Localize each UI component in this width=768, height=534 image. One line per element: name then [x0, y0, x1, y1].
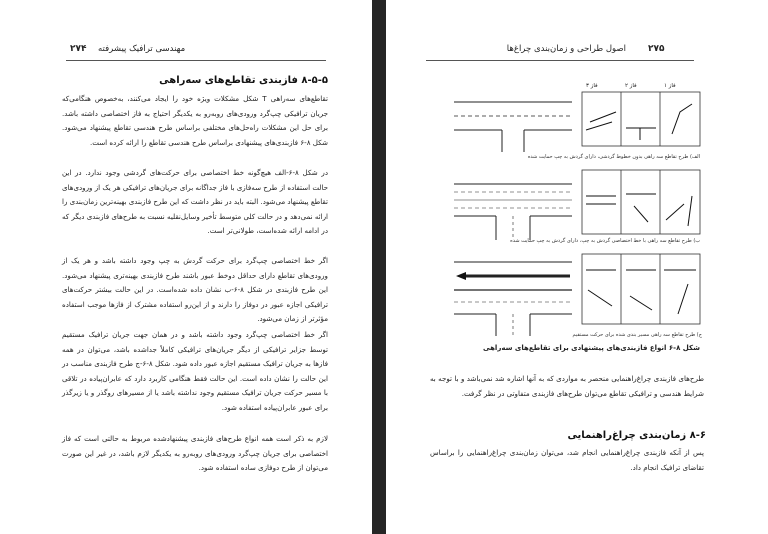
- section-title: ۸-۵-۵ فازبندی تقاطع‌های سه‌راهی: [159, 75, 328, 86]
- paragraph: اگر خط اختصاصی چپ‌گرد برای حرکت گردش به چپ وجود داشته باشد و هر یک از ورودی‌های تقاطع دارای حداقل دوخط عبور باشند طرح فازبندی بهینه‌تری پیشنهاد می‌شود. این طرح فازبندی در شکل ۸-۶-ب نشان داده شده‌است. در این حالت بیشتر حرکت‌های ترافیکی اجازه عبور در دوفاز را دارند و از این‌رو استفاده مشترک از فازها موجب استفاده مؤثرتر از زمان می‌شود.: [62, 256, 328, 324]
- right-page: [386, 0, 768, 534]
- paragraph: طرح‌های فازبندی چراغ‌راهنمایی منحصر به مواردی که به آنها اشاره شد نمی‌باشد و با توجه به شرایط هندسی و ترافیکی تقاطع می‌توان طرح‌های فازبندی متفاوتی در نظر گرفت.: [430, 374, 704, 398]
- header-rule: [426, 60, 694, 61]
- movement-arrow: [630, 296, 652, 310]
- book-gutter: [372, 0, 386, 534]
- phase-grid: [582, 254, 700, 324]
- section-title: ۸-۶ زمان‌بندی چراغ‌راهنمایی: [567, 430, 706, 441]
- movement-arrow: [588, 290, 612, 306]
- movement-arrow: [586, 122, 612, 130]
- running-head: مهندسی ترافیک پیشرفته: [98, 44, 186, 54]
- movement-arrow: [672, 104, 692, 134]
- page-number: ۲۷۴: [70, 44, 87, 54]
- paragraph: تقاطع‌های سه‌راهی T شکل مشکلات ویژه خود را ایجاد می‌کنند، به‌خصوص هنگامی‌که جریان ترافیکی چپ‌گرد ورودی‌های روبه‌رو به یکدیگر احتیاج به فاز اختصاصی داشته باشد. برای حل این مشکلات راه‌حل‌های مختلفی براساس طرح هندسی تقاطع پیشنهاد می‌شود. شکل ۸-۶ فازبندی‌های پیشنهادی براساس طرح هندسی تقاطع را ارائه کرده است.: [62, 94, 328, 147]
- movement-arrow: [590, 112, 616, 122]
- panel-caption: ج) طرح تقاطع سه راهی مسیر بندی شده برای حرکت مستقیم: [572, 332, 702, 338]
- paragraph: لازم به ذکر است همه انواع طرح‌های فازبندی پیشنهادشده مربوط به حالتی است که فاز اختصاصی برای جریان چپ‌گرد ورودی‌های روبه‌رو به یکدیگر لازم باشد، در غیر این صورت می‌توان از طرح دوفازی ساده استفاده شود.: [62, 434, 328, 473]
- phase-grid: [582, 92, 700, 146]
- movement-arrow: [688, 196, 692, 226]
- phase-label: فاز ۱: [664, 83, 676, 89]
- phase-label: فاز ۲: [625, 83, 637, 89]
- panel-caption: ب) طرح تقاطع سه راهی با خط اختصاصی گردش به چپ، دارای گردش به چپ حمایت شده: [510, 238, 700, 244]
- panel-caption: الف) طرح تقاطع سه راهی بدون خطوط گردشی، دارای گردش به چپ حمایت شده: [527, 154, 700, 160]
- movement-arrow: [678, 284, 688, 314]
- page-number: ۲۷۵: [648, 44, 665, 54]
- header-rule: [66, 60, 326, 61]
- paragraph: پس از آنکه فازبندی چراغ‌راهنمایی انجام شد، می‌توان زمان‌بندی چراغ‌راهنمایی را براساس تقاضای ترافیک انجام داد.: [430, 448, 704, 472]
- movement-arrow: [634, 206, 648, 222]
- figure-caption: شکل ۸-۶ انواع فازبندی‌های پیشنهادی برای تقاطع‌های سه‌راهی: [483, 344, 700, 352]
- movement-arrow: [666, 204, 684, 220]
- intersection-diagram: [454, 262, 572, 336]
- figure-panel-c: [452, 250, 702, 340]
- phase-label: فاز ۳: [586, 83, 598, 89]
- intersection-diagram: [454, 102, 572, 152]
- intersection-diagram: [454, 184, 572, 240]
- phase-grid: [582, 170, 700, 234]
- figure-panel-a: [452, 82, 702, 158]
- running-head: اصول طراحی و زمان‌بندی چراغ‌ها: [506, 44, 626, 54]
- left-page: [0, 0, 372, 534]
- paragraph: در شکل ۸-۶-الف هیچ‌گونه خط اختصاصی برای حرکت‌های گردشی وجود ندارد. در این حالت استفاده از طرح سه‌فازی با فاز جداگانه برای جریان‌های ترافیکی هر یک از ورودی‌های تقاطع پیشنهاد می‌شود. البته باید در نظر داشت که این طرح فازبندی بهینه‌ترین زمان‌بندی را ارائه نمی‌دهد و در حالت کلی متوسط تأخیر وسایل‌نقلیه نسبت به طرح‌های فازبندی دیگر که در ادامه ارائه شده‌است، طولانی‌تر است.: [61, 168, 328, 236]
- figure-panel-b: [452, 166, 702, 244]
- paragraph: اگر خط اختصاصی چپ‌گرد وجود داشته باشد و در همان جهت جریان ترافیک مستقیم توسط جزایر ترافیکی از دیگر جریان‌های ترافیکی کاملاً جداشده باشد، می‌توان در همه فازها به جریان ترافیک مستقیم اجازه عبور داده شود. شکل ۸-۶-ج طرح فازبندی مناسب در این حالت را نشان داده است. این حالت فقط هنگامی کاربرد دارد که عابران‌پیاده در تلاقی با مسیر حرکت جریان ترافیک مستقیم وجود نداشته باشد یا از مسیرهای روگذر و یا زیرگذر برای عبور عابران‌پیاده استفاده شود.: [62, 330, 328, 412]
